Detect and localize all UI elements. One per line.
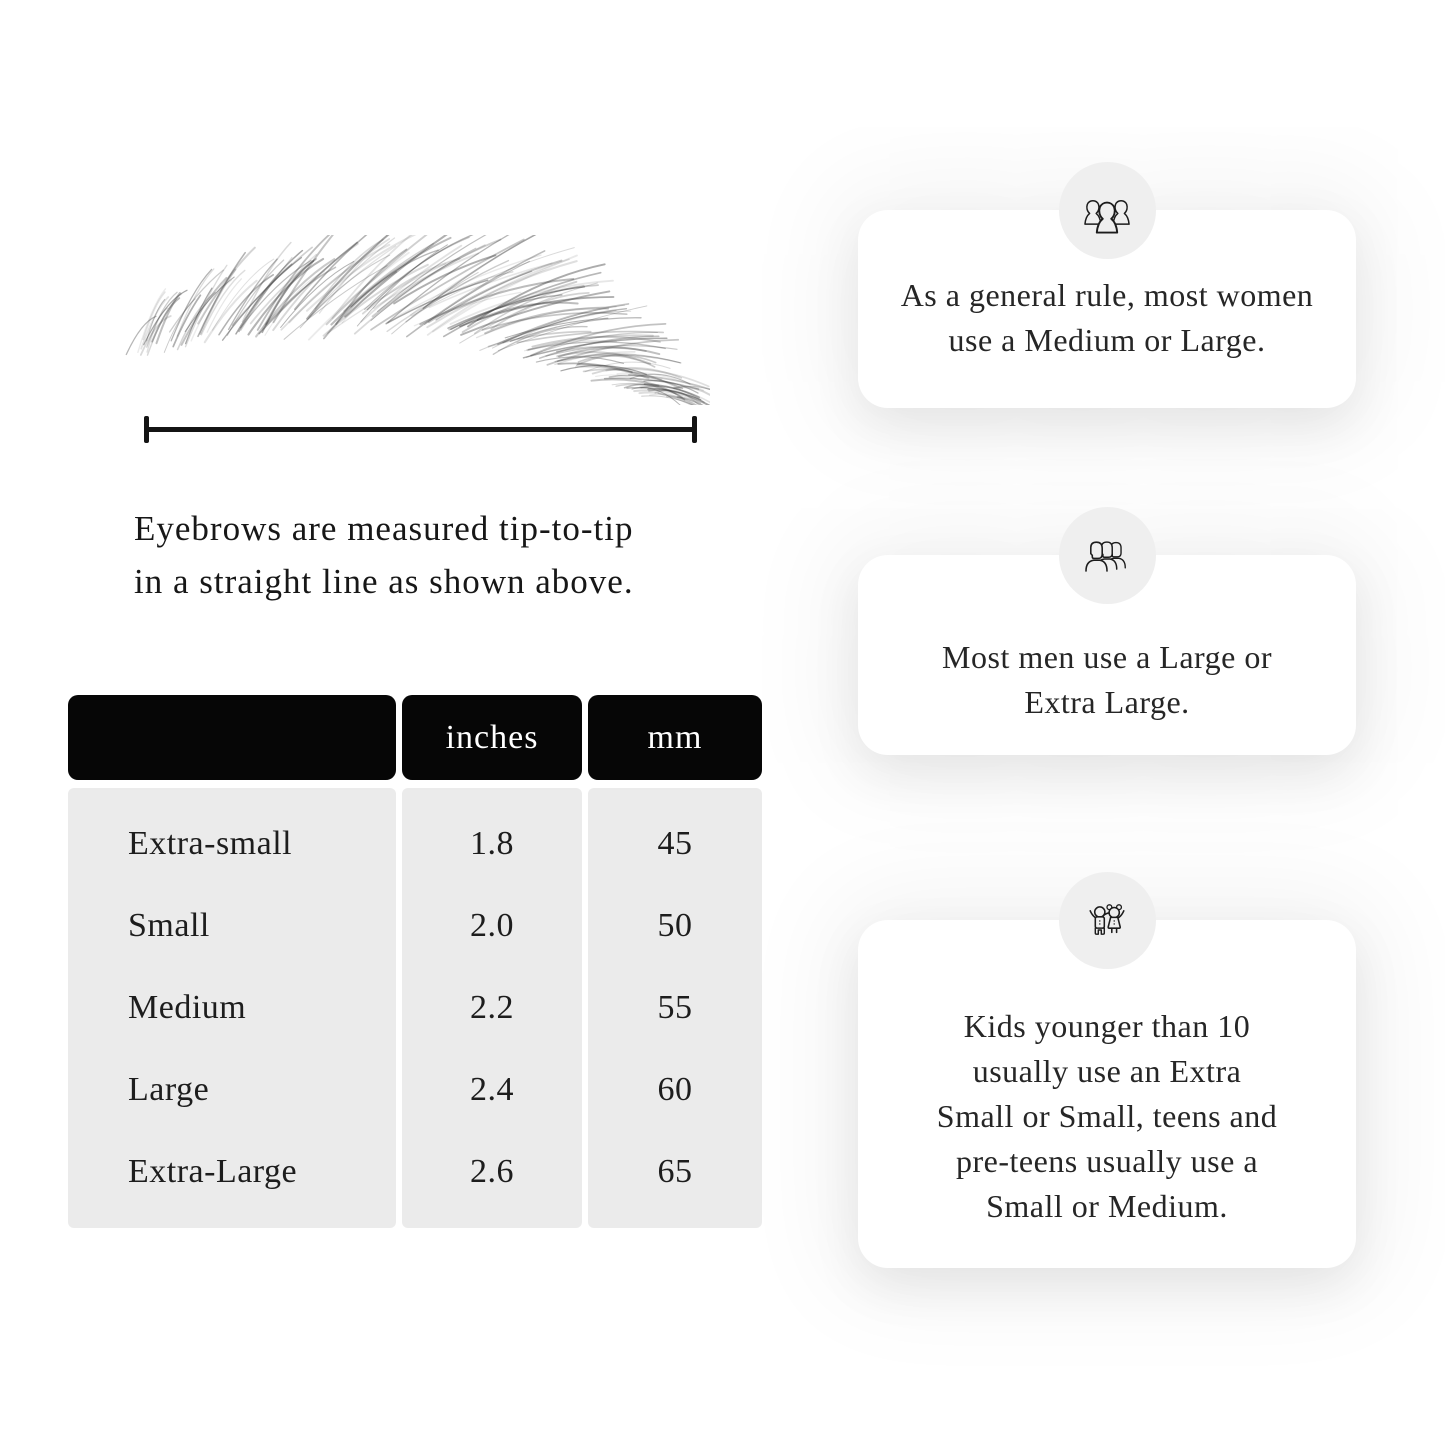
info-card-women [858,210,1356,408]
table-header-size [68,695,396,780]
size-table [68,695,762,1228]
table-cell-inches: 2.0 [470,907,514,944]
table-cell-inches: 2.2 [470,989,514,1026]
card-text-line: use a Medium or Large. [948,322,1266,358]
women-group-icon [1059,162,1156,259]
eyebrow-illustration [110,235,710,405]
card-text-line: Most men use a Large or [942,639,1272,675]
table-cell-size: Extra-small [128,825,293,862]
table-cell-inches: 2.4 [470,1071,514,1108]
table-cell-size: Large [128,1071,210,1108]
info-card-kids [858,920,1356,1268]
table-column-mm [588,788,762,1228]
table-column-sizes [68,788,396,1228]
table-cell-mm: 55 [657,989,693,1026]
info-card-men [858,555,1356,755]
card-text-kids [858,1004,1356,1229]
measurement-caption [134,502,634,608]
table-cell-mm: 45 [657,825,693,862]
caption-line-2: in a straight line as shown above. [134,562,634,601]
card-text-men [858,635,1356,725]
card-text-line: Extra Large. [1024,684,1190,720]
table-cell-mm: 60 [657,1071,693,1108]
table-cell-inches: 2.6 [470,1153,514,1190]
table-header-inches: inches [402,695,582,780]
caption-line-1: Eyebrows are measured tip-to-tip [134,509,634,548]
table-cell-inches: 1.8 [470,825,514,862]
kids-icon [1059,872,1156,969]
measurement-line [144,427,697,432]
table-header-mm: mm [588,695,762,780]
card-text-women [858,273,1356,363]
table-cell-size: Extra-Large [128,1153,298,1190]
card-text-line: Kids younger than 10 [963,1008,1251,1044]
card-text-line: As a general rule, most women [900,277,1314,313]
card-text-line: usually use an Extra [972,1053,1242,1089]
card-text-line: pre-teens usually use a [955,1143,1259,1179]
men-group-icon [1059,507,1156,604]
table-cell-size: Small [128,907,210,944]
card-text-line: Small or Medium. [986,1188,1228,1224]
card-text-line: Small or Small, teens and [936,1098,1278,1134]
table-cell-size: Medium [128,989,247,1026]
table-cell-mm: 50 [657,907,693,944]
table-column-inches [402,788,582,1228]
table-cell-mm: 65 [657,1153,693,1190]
